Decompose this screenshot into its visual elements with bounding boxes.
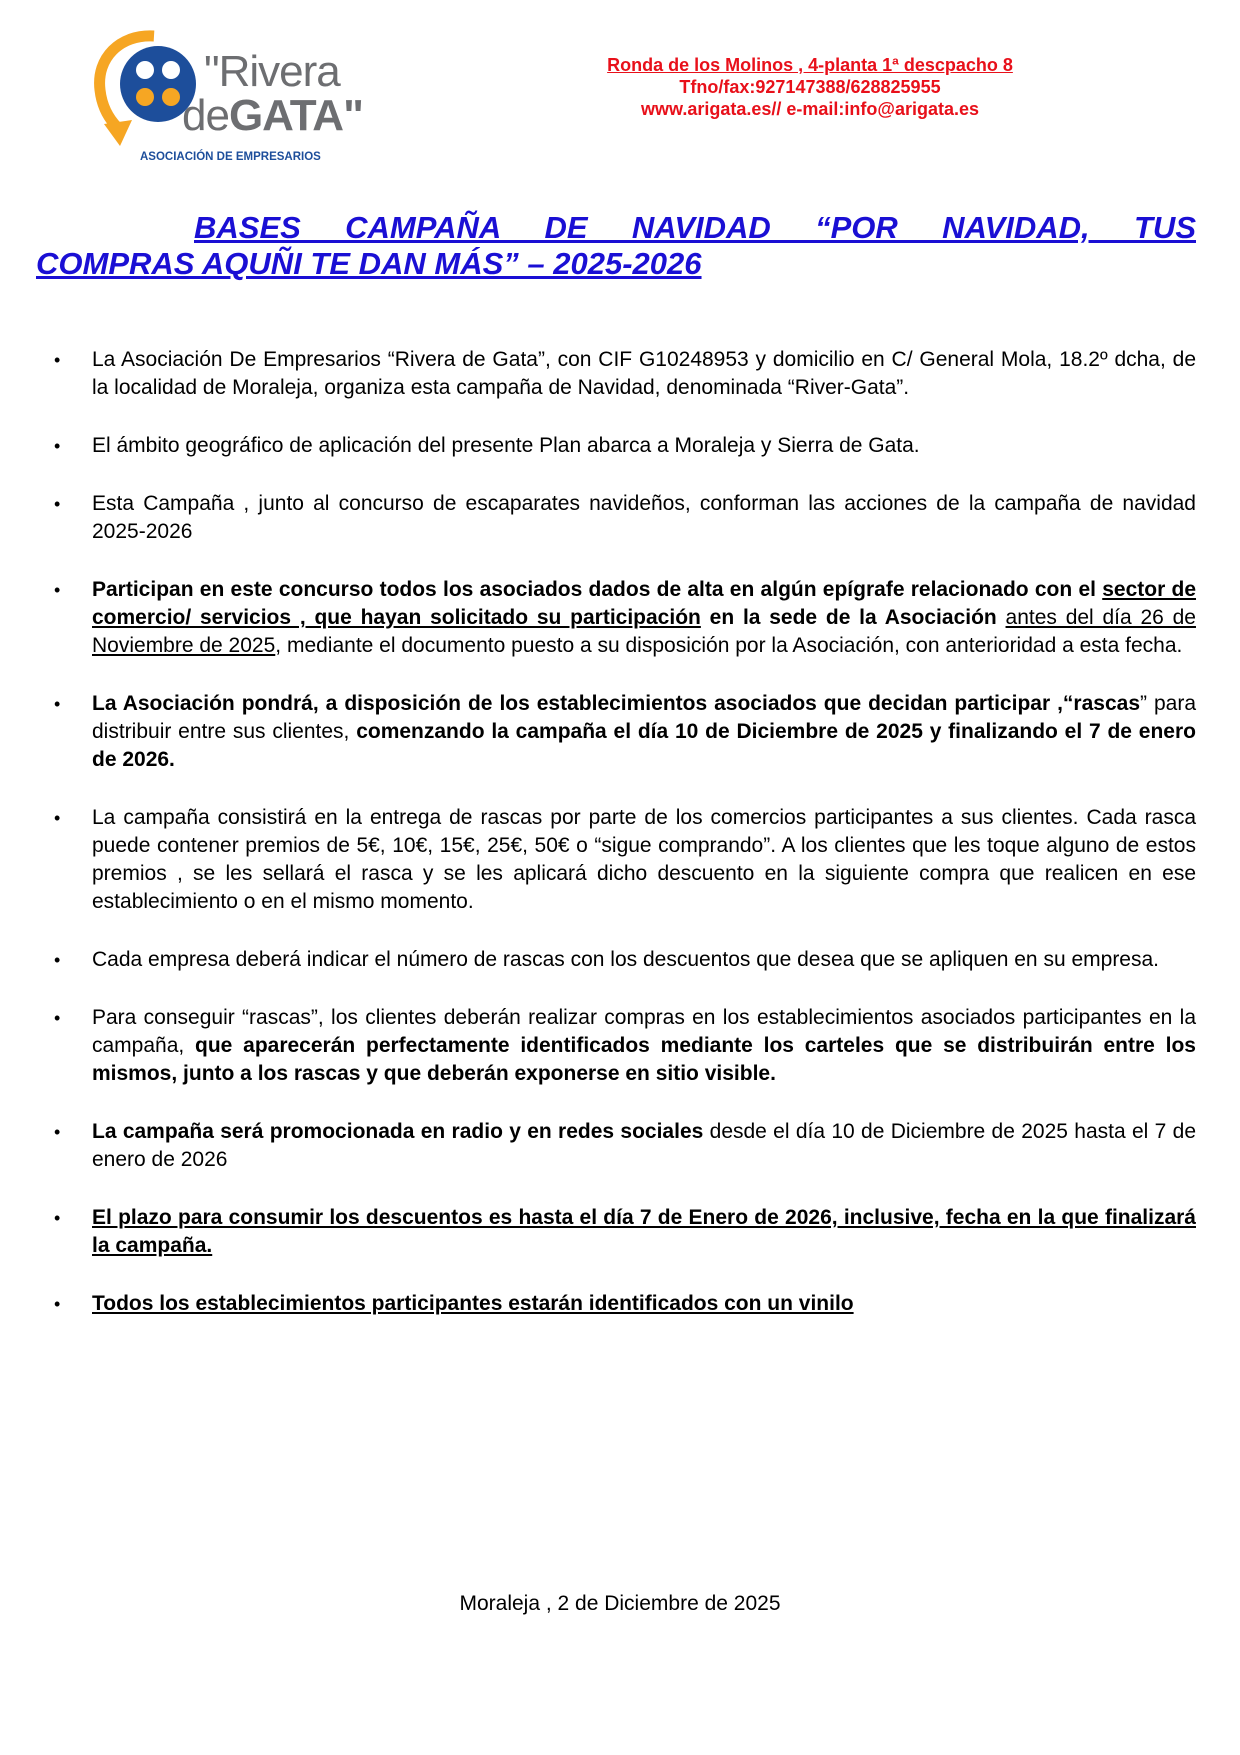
title-line-2: COMPRAS AQUÑI TE DAN MÁS” – 2025-2026 [36,246,702,281]
logo-subtitle: ASOCIACIÓN DE EMPRESARIOS [140,151,321,163]
document-title [36,210,1196,282]
list-item [54,346,1196,402]
list-item-text: El plazo para consumir los descuentos es hasta el día 7 de Enero de 2026, inclusive, fecha en la que finalizará la campaña. [92,1206,1196,1257]
bullet-icon: • [54,580,61,600]
bullet-icon: • [54,436,61,456]
list-item [54,432,1196,460]
list-item-text: La campaña será promocionada en radio y en redes sociales [92,1120,704,1143]
contact-info [560,54,1060,120]
list-item-text: desde el día 10 de Diciembre de 2025 hasta el 7 de enero de 2026 [92,1120,1196,1171]
contact-address: Ronda de los Molinos , 4-planta 1ª descpacho 8 [607,55,1013,75]
bullet-icon: • [54,950,61,970]
list-item-text: La Asociación De Empresarios “Rivera de Gata”, con CIF G10248953 y domicilio en C/ General Mola, 18.2º dcha, de la localidad de Moraleja, organiza esta campaña de Navidad, denominada “River-Gata”. [92,348,1196,399]
list-item-text: Todos los establecimientos participantes estarán identificados con un vinilo [92,1292,854,1315]
list-item-text: ” para distribuir entre sus clientes, [92,692,1196,743]
list-item-text: La campaña consistirá en la entrega de rascas por parte de los comercios participantes a sus clientes. Cada rasca puede contener premios de 5€, 10€, 15€, 25€, 50€ o “sigue comprando”. A los clientes que les toque alguno de estos premios , se les sellará el rasca y se les aplicará dicho descuento en la siguiente compra que realicen en ese establecimiento o en el mismo momento. [92,806,1196,913]
association-logo [92,28,363,163]
bullet-icon: • [54,694,61,714]
list-item [54,490,1196,546]
list-item-text: en la sede de la Asociación [700,606,1006,629]
list-item-text: , mediante el documento puesto a su disposición por la Asociación, con anterioridad a esta fecha. [275,634,1183,657]
logo-name-line2: deGATA" [182,91,363,140]
bullet-icon: • [54,1008,61,1028]
list-item-text: La Asociación pondrá, a disposición de los establecimientos asociados que decidan participar ,“rascas [92,692,1140,715]
bullet-icon: • [54,1208,61,1228]
bullet-icon: • [54,494,61,514]
list-item [54,576,1197,660]
list-item-text: Participan en este concurso todos los asociados dados de alta en algún epígrafe relacionado con el [92,578,1103,601]
title-line-1: BASES CAMPAÑA DE NAVIDAD “POR NAVIDAD, TUS [194,210,1196,245]
list-item-text: El ámbito geográfico de aplicación del presente Plan abarca a Moraleja y Sierra de Gata. [92,434,920,457]
rules-list [54,346,1197,1348]
list-item-text: antes del día 26 de Noviembre de 2025 [92,606,1196,657]
place-date: Moraleja , 2 de Diciembre de 2025 [459,1592,781,1615]
bullet-icon: • [54,808,61,828]
contact-phone: Tfno/fax:927147388/628825955 [679,77,941,97]
contact-web-email: www.arigata.es// e-mail:info@arigata.es [641,99,979,119]
list-item [54,946,1196,974]
list-item-text: comenzando la campaña el día 10 de Diciembre de 2025 y finalizando el 7 de enero de 2026. [92,720,1196,771]
list-item-text: Cada empresa deberá indicar el número de rascas con los descuentos que desea que se apliquen en su empresa. [92,948,1160,971]
list-item [54,1204,1196,1260]
list-item [54,1290,1196,1318]
list-item-text: sector de comercio/ servicios , que hayan solicitado su participación [92,578,1197,629]
bullet-icon: • [54,1122,61,1142]
bullet-icon: • [54,350,61,370]
list-item-text: que aparecerán perfectamente identificados mediante los carteles que se distribuirán entre los mismos, junto a los rascas y que deberán exponerse en sitio visible. [92,1034,1196,1085]
list-item [54,804,1196,916]
bullet-icon: • [54,1294,61,1314]
list-item [54,1118,1196,1174]
list-item-text: Esta Campaña , junto al concurso de escaparates navideños, conforman las acciones de la campaña de navidad 2025-2026 [92,492,1196,543]
logo-name-line1: "Rivera [204,47,340,96]
list-item [54,690,1196,774]
list-item-text: Para conseguir “rascas”, los clientes deberán realizar compras en los establecimientos asociados participantes en la campaña, [92,1006,1196,1057]
list-item [54,1004,1196,1088]
